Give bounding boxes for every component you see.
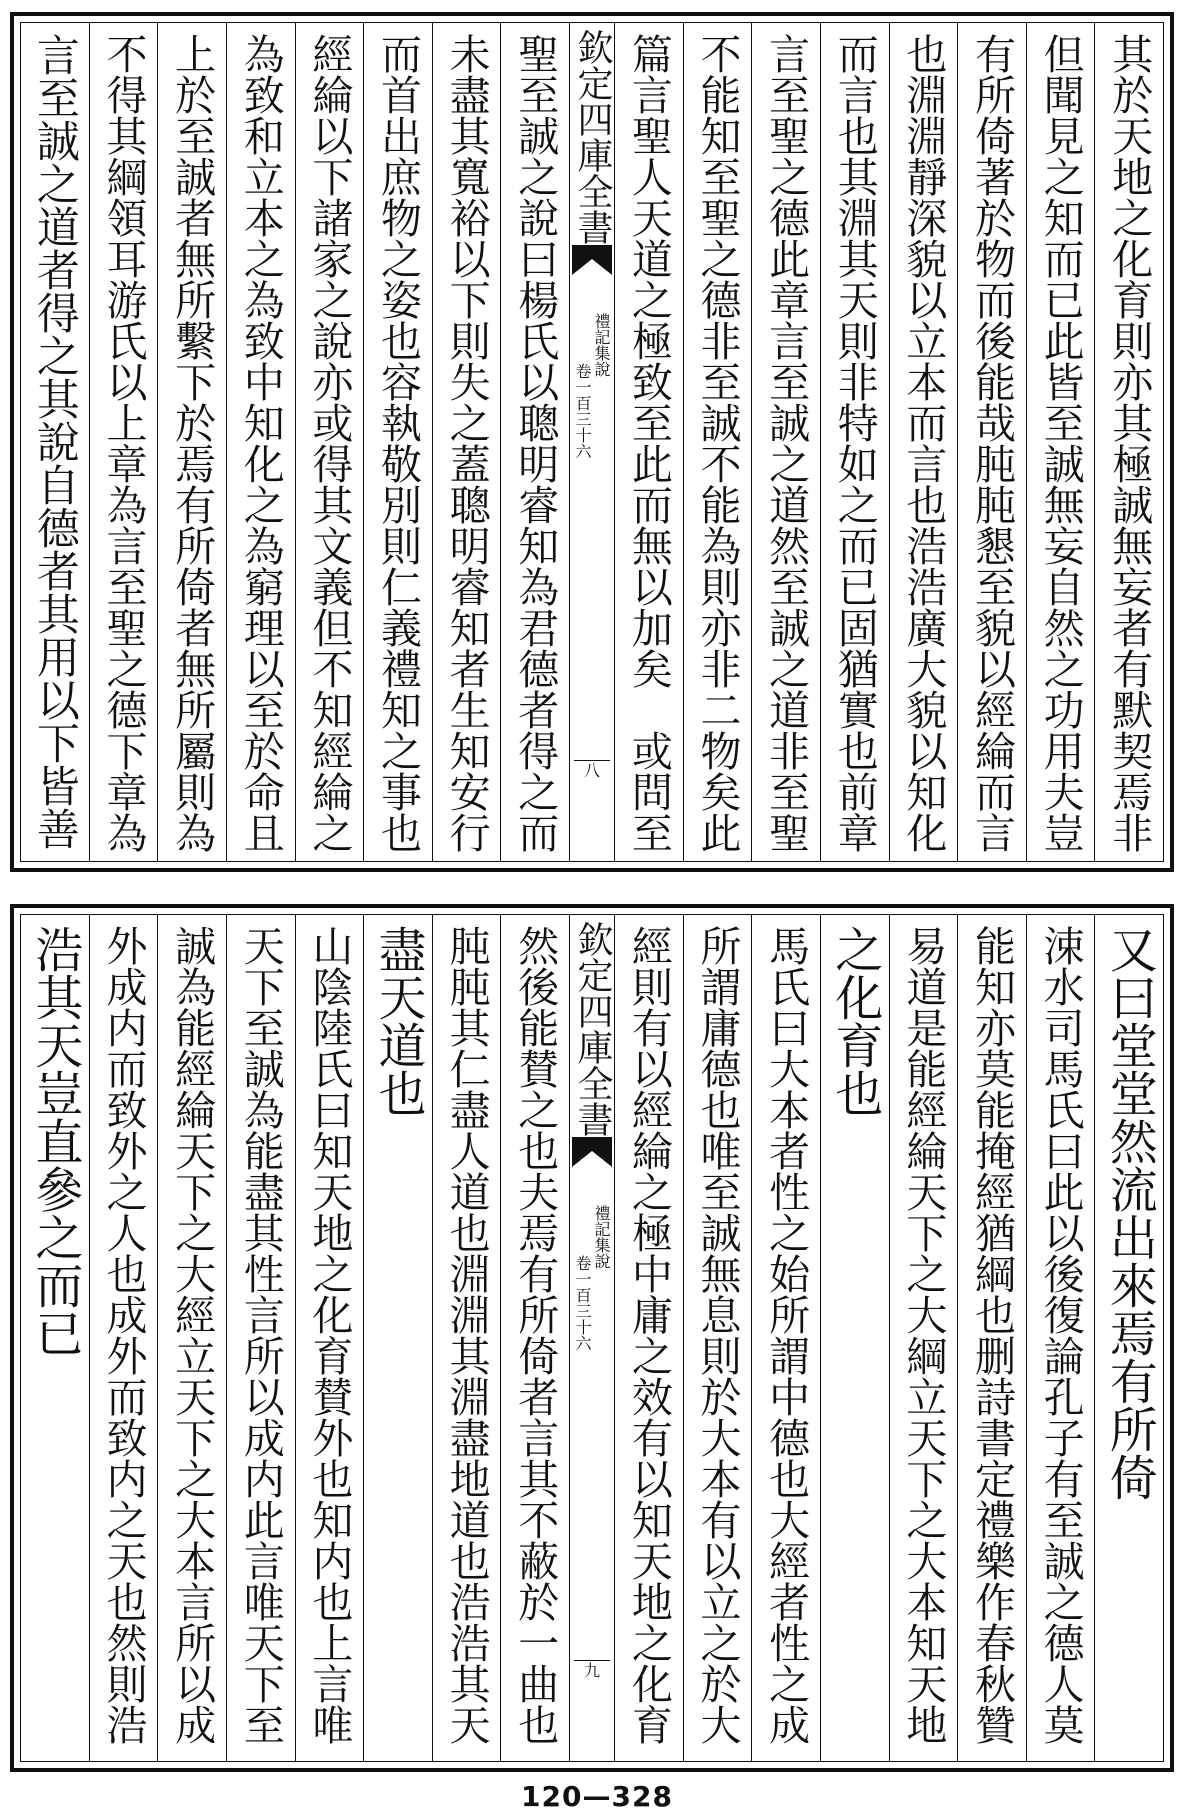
bottom-page-inner-border xyxy=(20,914,1164,1762)
collection-title: 欽定四庫全書 xyxy=(572,921,613,1137)
column-text: 誠為能經綸天下之大經立天下之大本言所以成 xyxy=(168,925,217,1745)
text-column xyxy=(614,23,683,861)
page-number: 120—328 xyxy=(521,1780,673,1813)
text-column xyxy=(500,23,569,861)
text-column xyxy=(820,915,889,1761)
text-column xyxy=(295,23,364,861)
column-text: 而首出庶物之姿也容執敬別則仁義禮知之事也 xyxy=(373,33,422,853)
bottom-page-frame xyxy=(10,904,1174,1772)
text-column xyxy=(89,915,158,1761)
column-text: 能知亦莫能掩經猶綱也删詩書定禮樂作春秋贊 xyxy=(967,925,1016,1745)
column-text: 言至聖之德此章言至誠之道然至誠之道非至聖 xyxy=(762,33,811,853)
text-column xyxy=(500,915,569,1761)
column-text: 未盡其寬裕以下則失之蓋聰明睿知者生知安行 xyxy=(442,33,491,853)
collection-title: 欽定四庫全書 xyxy=(572,29,613,245)
column-text: 但聞見之知而已此皆至誠無妄自然之功用夫豈 xyxy=(1036,33,1085,853)
column-text: 然後能賛之也夫焉有所倚者言其不蔽於一曲也 xyxy=(511,925,560,1745)
book-title: 禮記集說 xyxy=(592,313,611,377)
column-text: 盡天道也 xyxy=(369,925,426,1117)
chapter-number: 卷一百三十六 xyxy=(573,363,592,459)
column-text: 有所倚著於物而後能哉肫肫懇至貌以經綸而言 xyxy=(967,33,1016,853)
column-text: 為致和立本之為致中知化之為窮理以至於命且 xyxy=(236,33,285,853)
text-column xyxy=(1094,23,1163,861)
top-page-columns xyxy=(21,23,1163,861)
column-text: 肫肫其仁盡人道也淵淵其淵盡地道也浩浩其天 xyxy=(442,925,491,1745)
column-text: 山陰陸氏曰知天地之化育賛外也知内也上言唯 xyxy=(305,925,354,1745)
column-text: 外成内而致外之人也成外而致内之天也然則浩 xyxy=(99,925,148,1745)
text-column xyxy=(1026,915,1095,1761)
column-text: 不能知至聖之德非至誠不能為則亦非二物矣此 xyxy=(693,33,742,853)
column-text: 馬氏曰大本者性之始所謂中德也大經者性之成 xyxy=(762,925,811,1745)
text-column xyxy=(226,915,295,1761)
column-text: 也淵淵靜深貌以立本而言也浩浩廣大貌以知化 xyxy=(899,33,948,853)
center-margin xyxy=(569,915,614,1761)
column-text: 而言也其淵其天則非特如之而已固猶實也前章 xyxy=(830,33,879,853)
column-text: 篇言聖人天道之極致至此而無以加矣 或問至 xyxy=(624,33,673,853)
column-text: 不得其綱領耳游氏以上章為言至聖之德下章為 xyxy=(99,33,148,853)
column-text: 涑水司馬氏曰此以後復論孔子有至誠之德人莫 xyxy=(1036,925,1085,1745)
text-column xyxy=(89,23,158,861)
column-text: 浩其天豈直參之而已 xyxy=(26,925,83,1357)
top-page-frame xyxy=(10,12,1174,872)
text-column xyxy=(1094,915,1163,1761)
bottom-page-columns xyxy=(21,915,1163,1761)
text-column xyxy=(1026,23,1095,861)
text-column xyxy=(683,915,752,1761)
text-column xyxy=(157,23,226,861)
text-column xyxy=(432,915,501,1761)
column-text: 天下至誠為能盡其性言所以成内此言唯天下至 xyxy=(236,925,285,1745)
column-text: 上於至誠者無所繫下於焉有所倚者無所屬則為 xyxy=(168,33,217,853)
column-text: 又曰堂堂然流出來焉有所倚 xyxy=(1101,925,1158,1501)
column-text: 經綸以下諸家之說亦或得其文義但不知經綸之 xyxy=(305,33,354,853)
text-column xyxy=(957,915,1026,1761)
text-column xyxy=(432,23,501,861)
text-column xyxy=(21,915,89,1761)
text-column xyxy=(889,915,958,1761)
fishtail-mark xyxy=(572,245,612,275)
column-text: 其於天地之化育則亦其極誠無妄者有默契焉非 xyxy=(1105,33,1154,853)
column-text: 聖至誠之說曰楊氏以聰明睿知為君德者得之而 xyxy=(511,33,560,853)
leaf-number: 八 xyxy=(583,761,600,780)
text-column xyxy=(363,23,432,861)
fishtail-mark xyxy=(572,1137,612,1167)
column-text: 經則有以經綸之極中庸之效有以知天地之化育 xyxy=(624,925,673,1745)
column-text: 所謂庸德也唯至誠無息則於大本有以立之於大 xyxy=(693,925,742,1745)
text-column xyxy=(226,23,295,861)
center-margin xyxy=(569,23,614,861)
book-title: 禮記集說 xyxy=(592,1205,611,1269)
text-column xyxy=(295,915,364,1761)
text-column xyxy=(957,23,1026,861)
chapter-number: 卷一百三十六 xyxy=(573,1255,592,1351)
text-column xyxy=(889,23,958,861)
column-text: 之化育也 xyxy=(826,925,883,1117)
text-column xyxy=(683,23,752,861)
text-column xyxy=(751,23,820,861)
text-column xyxy=(820,23,889,861)
text-column xyxy=(157,915,226,1761)
column-text: 言至誠之道者得之其說自德者其用以下皆善 xyxy=(29,33,80,850)
text-column xyxy=(363,915,432,1761)
text-column xyxy=(751,915,820,1761)
text-column xyxy=(21,23,89,861)
column-text: 易道是能經綸天下之大綱立天下之大本知天地 xyxy=(899,925,948,1745)
text-column xyxy=(614,915,683,1761)
leaf-number: 九 xyxy=(583,1661,600,1680)
top-page-inner-border xyxy=(20,22,1164,862)
